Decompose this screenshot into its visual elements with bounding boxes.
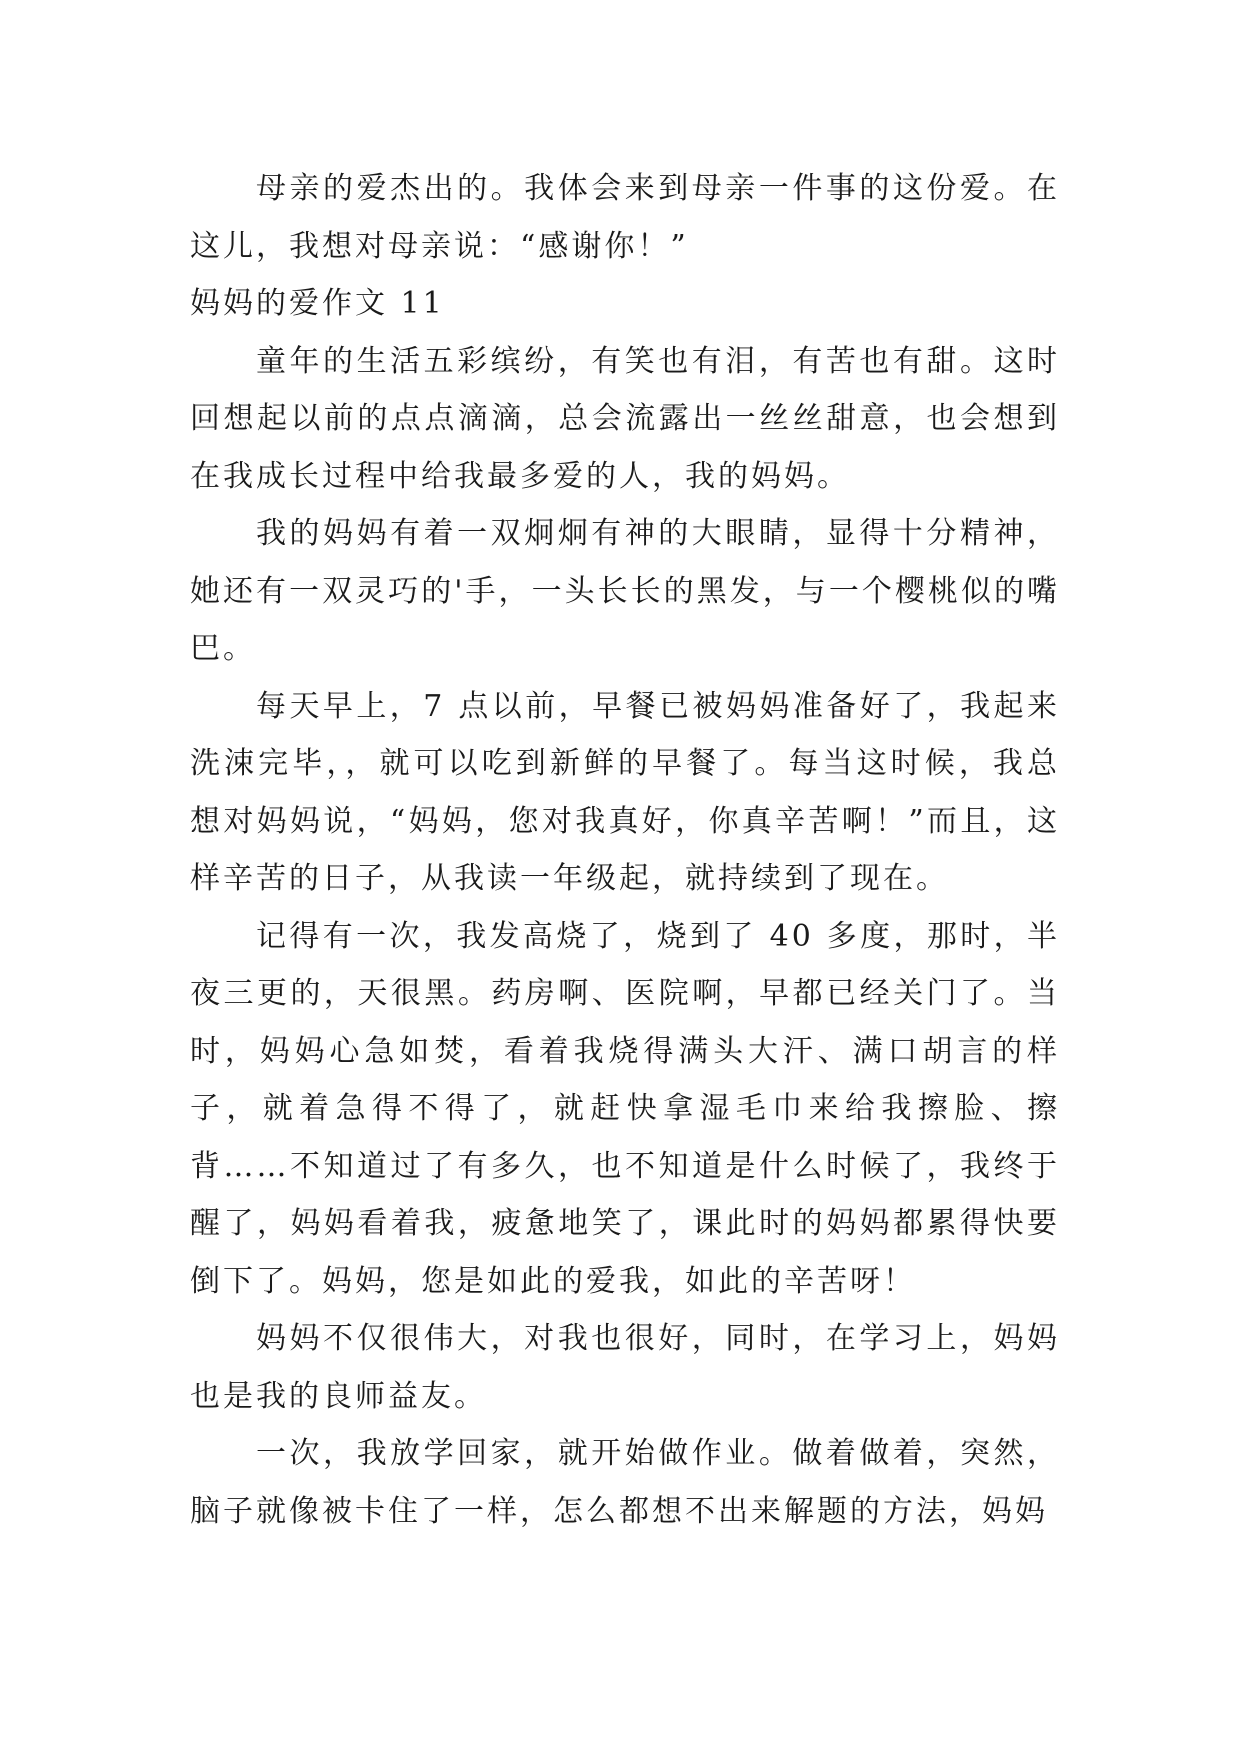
paragraph: 记得有一次，我发高烧了，烧到了 40 多度，那时，半夜三更的，天很黑。药房啊、医院啊，早都已经关门了。当时，妈妈心急如焚，看着我烧得满头大汗、满口胡言的样子，就着急得不得了，就赶快拿湿毛巾来给我擦脸、擦背……不知道过了有多久，也不知道是什么时候了，我终于醒了，妈妈看着我，疲惫地笑了，课此时的妈妈都累得快要倒下了。妈妈，您是如此的爱我，如此的辛苦呀！ bbox=[190, 918, 1060, 1299]
paragraph: 妈妈不仅很伟大，对我也很好，同时，在学习上，妈妈也是我的良师益友。 bbox=[190, 1321, 1060, 1414]
document-body bbox=[190, 160, 1060, 1540]
paragraph: 每天早上，7 点以前，早餐已被妈妈准备好了，我起来洗涑完毕，，就可以吃到新鲜的早餐了。每当这时候，我总想对妈妈说，“妈妈，您对我真好，你真辛苦啊！”而且，这样辛苦的日子，从我读一年级起，就持续到了现在。 bbox=[190, 688, 1060, 896]
paragraph: 童年的生活五彩缤纷，有笑也有泪，有苦也有甜。这时回想起以前的点点滴滴，总会流露出一丝丝甜意，也会想到在我成长过程中给我最多爱的人，我的妈妈。 bbox=[190, 343, 1060, 494]
section-heading: 妈妈的爱作文 11 bbox=[190, 286, 445, 321]
paragraph: 我的妈妈有着一双炯炯有神的大眼睛，显得十分精神，她还有一双灵巧的'手，一头长长的黑发，与一个樱桃似的嘴巴。 bbox=[190, 516, 1060, 666]
paragraph: 母亲的爱杰出的。我体会来到母亲一件事的这份爱。在这儿，我想对母亲说：“感谢你！” bbox=[190, 171, 1060, 264]
paragraph: 一次，我放学回家，就开始做作业。做着做着，突然，脑子就像被卡住了一样，怎么都想不出来解题的方法，妈妈 bbox=[190, 1436, 1060, 1529]
